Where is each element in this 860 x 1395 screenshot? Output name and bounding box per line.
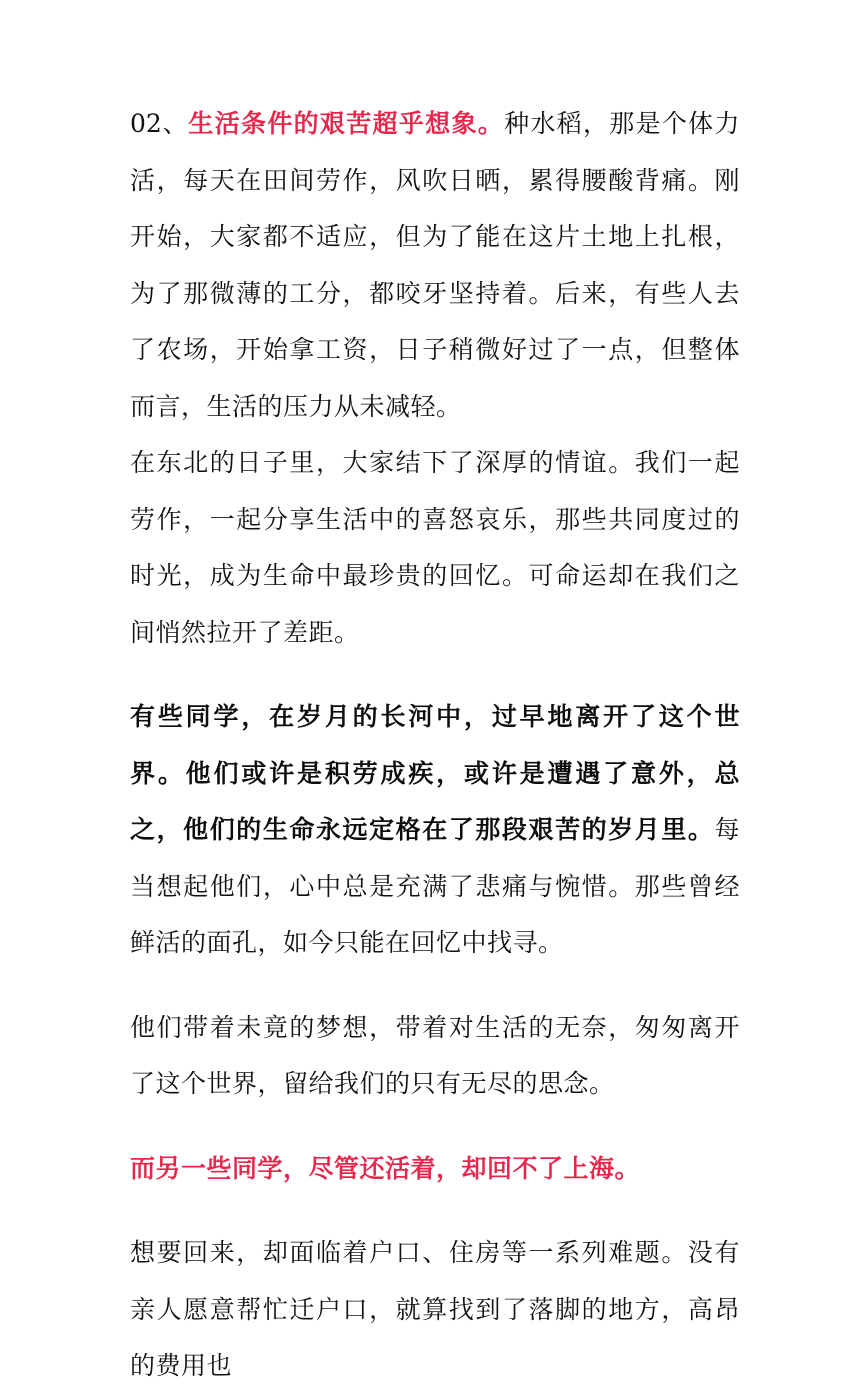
paragraph-text: 他们带着未竟的梦想，带着对生活的无奈，匆匆离开了这个世界，留给我们的只有无尽的思念。: [130, 1012, 740, 1098]
paragraph-cannot-return: [130, 1141, 740, 1198]
paragraph-text: 在东北的日子里，大家结下了深厚的情谊。我们一起劳作，一起分享生活中的喜怒哀乐，那些共同度过的时光，成为生命中最珍贵的回忆。可命运却在我们之间悄然拉开了差距。: [130, 448, 740, 647]
bold-departed-classmates: 有些同学，在岁月的长河中，过早地离开了这个世界。他们或许是积劳成疾，或许是遭遇了意外，总之，他们的生命永远定格在了那段艰苦的岁月里。: [130, 702, 740, 844]
paragraph-spacer: [130, 972, 740, 1000]
paragraph-text: 想要回来，却面临着户口、住房等一系列难题。没有亲人愿意帮忙迁户口，就算找到了落脚的地方，高昂的费用也: [130, 1238, 740, 1380]
highlight-cannot-return: 而另一些同学，尽管还活着，却回不了上海。: [130, 1153, 641, 1183]
paragraph-spacer: [130, 1113, 740, 1141]
paragraph-unfinished-dreams: [130, 1000, 740, 1113]
paragraph-departed-classmates: [130, 689, 740, 972]
section-number: 02、: [130, 109, 189, 138]
paragraph-northeast-friendship: [130, 435, 740, 661]
paragraph-return-difficulties: [130, 1225, 740, 1395]
paragraph-spacer: [130, 1197, 740, 1225]
paragraph-living-conditions: [130, 96, 740, 435]
paragraph-spacer: [130, 661, 740, 689]
article-body: [130, 96, 740, 1395]
paragraph-text: 每当想起他们，心中总是充满了悲痛与惋惜。那些曾经鲜活的面孔，如今只能在回忆中找寻。: [130, 815, 740, 957]
paragraph-text: 种水稻，那是个体力活，每天在田间劳作，风吹日晒，累得腰酸背痛。刚开始，大家都不适应，但为了能在这片土地上扎根，为了那微薄的工分，都咬牙坚持着。后来，有些人去了农场，开始拿工资，日子稍微好过了一点，但整体而言，生活的压力从未减轻。: [130, 109, 740, 421]
highlight-living-conditions: 生活条件的艰苦超乎想象。: [188, 109, 505, 138]
